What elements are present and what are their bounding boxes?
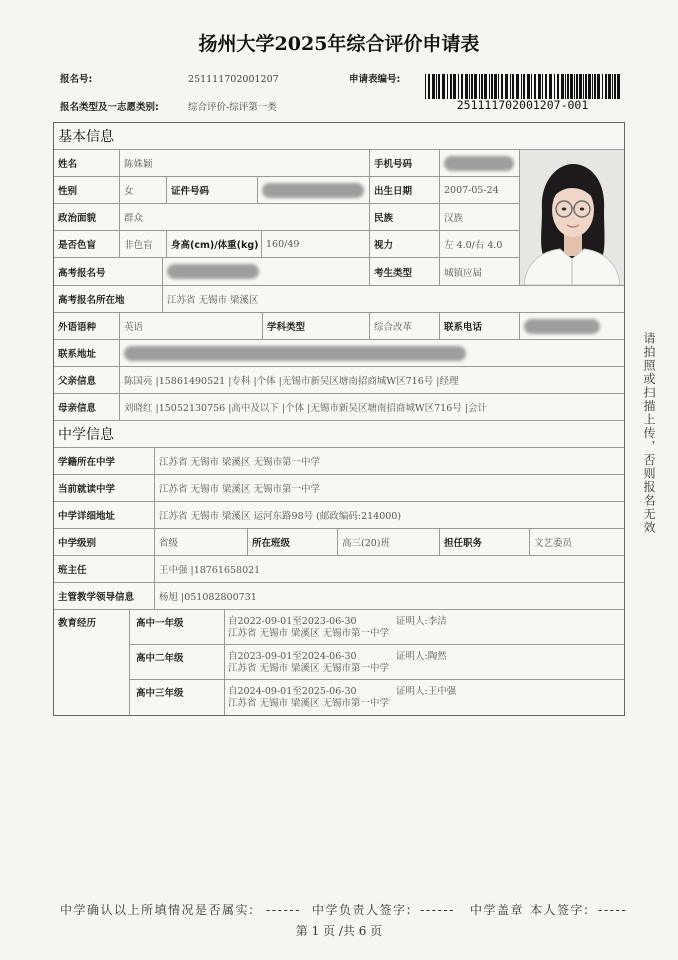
- footer-self-label: 本人签字:: [530, 903, 590, 917]
- form-title: 扬州大学2025年综合评价申请表: [198, 33, 480, 55]
- language-label: 外语语种: [54, 313, 120, 339]
- barcode-bar: [453, 74, 456, 99]
- barcode-bar: [489, 74, 490, 99]
- education-period: 自2024-09-01至2025-06-30: [228, 686, 357, 697]
- education-history: [54, 610, 624, 715]
- barcode-bar: [565, 74, 566, 99]
- redacted-id-number: [262, 183, 364, 198]
- education-row: [130, 680, 624, 715]
- role-value: 文艺委员: [534, 538, 573, 549]
- barcode-bar: [450, 74, 452, 99]
- barcode-bar: [442, 74, 445, 99]
- barcode-bar: [557, 74, 559, 99]
- basic-info-photo-block: [54, 150, 624, 286]
- education-grade: 高中一年级: [130, 610, 225, 644]
- barcode-bar: [588, 74, 591, 99]
- row-teaching-leader: [54, 583, 624, 610]
- barcode-bar: [617, 74, 620, 99]
- id-label: 证件号码: [167, 177, 258, 203]
- barcode-bar: [527, 74, 530, 99]
- barcode-bar: [428, 74, 430, 99]
- barcode-bar: [579, 74, 582, 99]
- ethnic-label: 民族: [370, 204, 440, 230]
- application-table: [53, 122, 625, 716]
- education-details: [225, 680, 624, 715]
- subject-type-label: 学科类型: [263, 313, 370, 339]
- education-period-line: [228, 686, 621, 698]
- contact-phone-value-cell: [520, 313, 624, 339]
- row-gaokao-no: [54, 258, 519, 285]
- teaching-leader-label: 主管教学领导信息: [54, 583, 155, 609]
- barcode-bar: [567, 74, 569, 99]
- row-father: [54, 367, 624, 394]
- barcode-bar: [594, 74, 596, 99]
- father-label: 父亲信息: [54, 367, 120, 393]
- education-period-line: [228, 616, 621, 628]
- barcode-bar: [545, 74, 547, 99]
- education-details: [225, 610, 624, 644]
- form-no-value: 251111702001207-001: [456, 98, 589, 112]
- political-label: 政治面貌: [54, 204, 120, 230]
- ethnic-value: 汉族: [444, 213, 464, 224]
- applicant-photo: [520, 150, 624, 285]
- teaching-leader-value: 杨旭 |051082800731: [159, 592, 257, 603]
- mobile-value-cell: [440, 150, 519, 176]
- barcode-bar: [436, 74, 437, 99]
- political-value: 群众: [120, 204, 370, 230]
- barcode-bar: [521, 74, 522, 99]
- app-type-value: 综合评价-综评第一类: [188, 102, 277, 113]
- class-label: 所在班级: [248, 529, 338, 555]
- barcode-bar: [471, 74, 473, 99]
- education-school: 江苏省 无锡市 梁溪区 无锡市第一中学: [228, 698, 390, 709]
- row-gaokao-place: [54, 286, 624, 313]
- vision-value: 左 4.0/右 4.0: [444, 240, 503, 251]
- barcode-bar: [465, 74, 468, 99]
- mobile-label: 手机号码: [370, 150, 440, 176]
- birth-label: 出生日期: [370, 177, 440, 203]
- school-level-label: 中学级别: [54, 529, 155, 555]
- barcode-bar: [612, 74, 613, 99]
- barcode-bar: [592, 74, 593, 99]
- barcode-bars: [425, 74, 620, 99]
- colorblind-label: 是否色盲: [54, 231, 120, 257]
- barcode-bar: [531, 74, 532, 99]
- footer-principal-blank: ------: [420, 903, 455, 917]
- redacted-gaokao-no: [167, 264, 259, 279]
- head-teacher-value: 王中强 |18761658021: [159, 565, 261, 576]
- barcode-bar: [597, 74, 600, 99]
- row-gender: [54, 177, 519, 204]
- footer-confirm-blank: ------: [266, 903, 301, 917]
- barcode-bar: [474, 74, 477, 99]
- gender-label: 性别: [54, 177, 120, 203]
- height-weight-label: 身高(cm)/体重(kg): [167, 231, 262, 257]
- gender-value: 女: [120, 177, 167, 203]
- role-label: 担任职务: [440, 529, 530, 555]
- reg-no-value: 251111702001207: [188, 74, 279, 85]
- colorblind-value: 非色盲: [120, 231, 167, 257]
- barcode-bar: [605, 74, 607, 99]
- education-row: [130, 610, 624, 645]
- barcode-bar: [479, 74, 480, 99]
- left-eye: [562, 208, 566, 211]
- education-period: 自2022-09-01至2023-06-30: [228, 616, 357, 627]
- barcode-bar: [614, 74, 616, 99]
- barcode-bar: [542, 74, 543, 99]
- education-history-rows: [130, 610, 624, 715]
- row-registered-school: [54, 448, 624, 475]
- education-details: [225, 645, 624, 679]
- candidate-type-value: 城镇应届: [444, 267, 483, 279]
- barcode-bar: [469, 74, 470, 99]
- education-row: [130, 645, 624, 680]
- redacted-mobile: [444, 156, 514, 171]
- barcode-bar: [534, 74, 536, 99]
- barcode-bar: [602, 74, 603, 99]
- footer-stamp-label: 中学盖章: [470, 903, 525, 917]
- barcode-bar: [484, 74, 487, 99]
- birth-value: 2007-05-24: [444, 184, 499, 196]
- barcode-bar: [425, 74, 426, 99]
- right-eye: [580, 208, 584, 211]
- class-value: 高三(20)班: [338, 529, 440, 555]
- mother-value: 刘晓红 |15052130756 |高中及以下 |个体 |无锡市新吴区塘南招商城W区716号 |会计: [124, 403, 487, 414]
- subject-type-value: 综合改革: [370, 313, 440, 339]
- barcode-bar: [538, 74, 541, 99]
- registered-school-value: 江苏省 无锡市 梁溪区 无锡市第一中学: [159, 457, 321, 468]
- row-school-address: [54, 502, 624, 529]
- barcode-bar: [516, 74, 519, 99]
- barcode-bar: [458, 74, 459, 99]
- upload-side-note: 请拍照或扫描上传，否则报名无效: [642, 332, 656, 535]
- candidate-type-label: 考生类型: [370, 258, 440, 285]
- barcode-bar: [576, 74, 578, 99]
- barcode-bar: [585, 74, 587, 99]
- address-label: 联系地址: [54, 340, 120, 366]
- id-value-cell: [258, 177, 370, 203]
- barcode-bar: [438, 74, 440, 99]
- page-number: 第 1 页 /共 6 页: [295, 924, 383, 938]
- gaokao-no-label: 高考报名号: [54, 258, 163, 285]
- row-school-level: [54, 529, 624, 556]
- barcode-bar: [505, 74, 508, 99]
- gaokao-no-value-cell: [163, 258, 370, 285]
- gaokao-place-label: 高考报名所在地: [54, 286, 163, 312]
- section-basic-info: 基本信息: [54, 123, 624, 150]
- education-period: 自2023-09-01至2024-06-30: [228, 651, 357, 662]
- language-value: 英语: [120, 313, 263, 339]
- barcode-bar: [501, 74, 503, 99]
- barcode-bar: [561, 74, 564, 99]
- barcode-bar: [498, 74, 499, 99]
- row-colorblind: [54, 231, 519, 258]
- portrait-image: [520, 150, 624, 285]
- barcode-bar: [481, 74, 483, 99]
- row-mother: [54, 394, 624, 421]
- app-type-label: 报名类型及一志愿类别:: [60, 102, 159, 113]
- row-name: [54, 150, 519, 177]
- barcode-bar: [447, 74, 448, 99]
- barcode-bar: [432, 74, 435, 99]
- school-level-value: 省级: [155, 529, 248, 555]
- barcode-bar: [574, 74, 575, 99]
- footer-self-blank: -----: [598, 903, 628, 917]
- education-witness: 证明人:王中强: [396, 686, 457, 697]
- barcode-bar: [510, 74, 511, 99]
- basic-info-rows: [54, 150, 520, 285]
- section-school-info: 中学信息: [54, 421, 624, 448]
- gaokao-place-value: 江苏省 无锡市 梁溪区: [167, 295, 259, 306]
- row-language: [54, 313, 624, 340]
- education-witness: 证明人:李洁: [396, 616, 447, 627]
- footer-confirm-label: 中学确认以上所填情况是否属实:: [60, 903, 255, 917]
- barcode-bar: [549, 74, 552, 99]
- barcode-bar: [523, 74, 525, 99]
- barcode-bar: [554, 74, 555, 99]
- vision-label: 视力: [370, 231, 440, 257]
- contact-phone-label: 联系电话: [440, 313, 520, 339]
- reg-no-label: 报名号:: [60, 74, 93, 85]
- registered-school-label: 学籍所在中学: [54, 448, 155, 474]
- school-address-label: 中学详细地址: [54, 502, 155, 528]
- barcode-bar: [583, 74, 584, 99]
- redacted-contact-phone: [524, 319, 600, 334]
- redacted-address: [124, 346, 466, 361]
- current-school-value: 江苏省 无锡市 梁溪区 无锡市第一中学: [159, 484, 321, 495]
- head-teacher-label: 班主任: [54, 556, 155, 582]
- current-school-label: 当前就读中学: [54, 475, 155, 501]
- row-head-teacher: [54, 556, 624, 583]
- education-witness: 证明人:陶然: [396, 651, 447, 662]
- address-value-cell: [120, 340, 624, 366]
- barcode-bar: [512, 74, 514, 99]
- name-value: 陈姝颖: [120, 150, 370, 176]
- education-period-line: [228, 651, 621, 663]
- education-school: 江苏省 无锡市 梁溪区 无锡市第一中学: [228, 663, 390, 674]
- barcode-bar: [494, 74, 497, 99]
- row-political: [54, 204, 519, 231]
- form-no-label: 申请表编号:: [349, 74, 401, 85]
- barcode-bar: [491, 74, 493, 99]
- name-label: 姓名: [54, 150, 120, 176]
- education-grade: 高中二年级: [130, 645, 225, 679]
- row-address: [54, 340, 624, 367]
- education-history-label: 教育经历: [54, 610, 130, 715]
- barcode-bar: [570, 74, 573, 99]
- row-current-school: [54, 475, 624, 502]
- education-school: 江苏省 无锡市 梁溪区 无锡市第一中学: [228, 628, 390, 639]
- barcode-bar: [461, 74, 463, 99]
- education-grade: 高中三年级: [130, 680, 225, 715]
- barcode-bar: [608, 74, 611, 99]
- father-value: 陈国亮 |15861490521 |专科 |个体 |无锡市新吴区塘南招商城W区716号 |经理: [124, 376, 459, 387]
- footer-principal-label: 中学负责人签字:: [312, 903, 413, 917]
- school-address-value: 江苏省 无锡市 梁溪区 运河东路98号 (邮政编码:214000): [159, 511, 402, 522]
- barcode: [425, 74, 620, 99]
- mother-label: 母亲信息: [54, 394, 120, 420]
- height-weight-value: 160/49: [262, 231, 370, 257]
